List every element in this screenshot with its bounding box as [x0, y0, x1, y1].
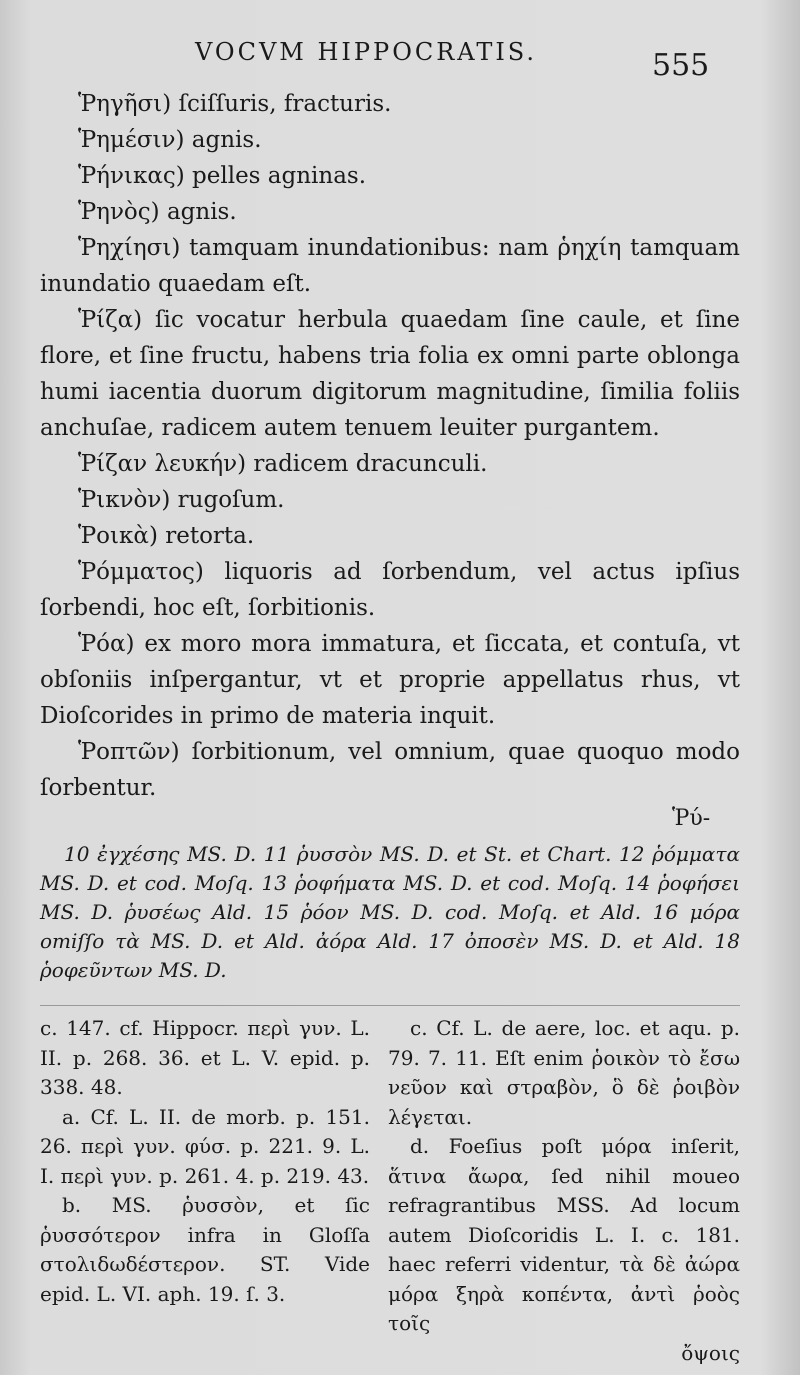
entry-rhiza: Ῥίζα) ſic vocatur herbula quaedam ſine caule, et ſine flore, et ſine fructu, habens tria folia ex omni parte oblonga humi iacentia duorum digitorum magnitudine, ſimilia foliis anchuſae, radicem autem tenuem leuiter purgantem. — [40, 307, 740, 441]
commentary-note-c: c. Cf. L. de aere, loc. et aqu. p. 79. 7. 11. Eſt enim ῥοικὸν τὸ ἔσω νεῦον καὶ στραβὸν, ὃ δὲ ῥοιβὸν λέγεται. — [388, 1016, 740, 1129]
commentary-left-column — [40, 1014, 370, 1309]
entry-rhizan-leuken: Ῥίζαν λευκήν) radicem dracunculi. — [78, 451, 488, 477]
entry-rhommatos: Ῥόμματος) liquoris ad ſorbendum, vel actus ipſius ſorbendi, hoc eſt, ſorbitionis. — [40, 559, 740, 621]
commentary-note-a: a. Cf. L. II. de morb. p. 151. 26. περὶ γυν. φύσ. p. 221. 9. L. I. περὶ γυν. p. 261. 4. p. 219. 43. — [40, 1104, 370, 1188]
entry-rhoa: Ῥόα) ex moro mora immatura, et ſiccata, et contuſa, vt obſoniis inſpergantur, vt et proprie appellatus rhus, vt Dioſcorides in primo de materia inquit. — [40, 631, 740, 729]
running-header: VOCVM HIPPOCRATIS. — [195, 38, 538, 66]
entry-rhoika: Ῥοικὰ) retorta. — [78, 523, 255, 549]
catchword: Ῥύ- — [672, 806, 711, 831]
footnote-text: 10 ἐγχέσης MS. D. 11 ῥυσσὸν MS. D. et St. et Chart. 12 ῥόμματα MS. D. et cod. Moſq. 13 ῥοφήματα MS. D. et cod. Moſq. 14 ῥοφήσει MS. D. ῥυσέως Ald. 15 ῥόον MS. D. cod. Moſq. et Ald. 16 μόρα omiſſo τὰ MS. D. et Ald. ἀόρα Ald. 17 ὀποσὲν MS. D. et Ald. 18 ῥοφεῦντων MS. D. — [40, 842, 740, 982]
commentary-right-column — [388, 1014, 740, 1368]
page-number: 555 — [652, 48, 710, 83]
commentary-note-b: b. MS. ῥυσσὸν, et ſic ῥυσσότερον infra in Gloſſa στολιδωδέστερον. ST. Vide epid. L. VI. aph. 19. ſ. 3. — [40, 1193, 370, 1306]
entry-rhenos: Ῥηνὸς) agnis. — [78, 199, 237, 225]
entry-rhegesi: Ῥηγῆσι) ſciſſuris, fracturis. — [78, 91, 392, 117]
footnotes — [40, 840, 740, 985]
commentary-catchword: ὄψοις — [681, 1340, 740, 1365]
divider-rule — [40, 1005, 740, 1006]
entry-rhiknon: Ῥικνὸν) rugoſum. — [78, 487, 285, 513]
entry-rhopton: Ῥοπτῶν) ſorbitionum, vel omnium, quae quoquo modo ſorbentur. — [40, 739, 740, 801]
entry-rhemesin: Ῥημέσιν) agnis. — [78, 127, 262, 153]
commentary-note-c147: c. 147. cf. Hippocr. περὶ γυν. L. II. p. 268. 36. et L. V. epid. p. 338. 48. — [40, 1016, 370, 1099]
entry-rhechiesi: Ῥηχίησι) tamquam inundationibus: nam ῥηχίη tamquam inundatio quaedam eſt. — [40, 235, 740, 297]
commentary-note-d: d. Foeſius poſt μόρα inſerit, ἅτινα ἄωρα, ſed nihil moueo refragrantibus MSS. Ad locum autem Dioſcoridis L. I. c. 181. haec referri videntur, τὰ δὲ ἀώρα μόρα ξηρὰ κοπέντα, ἀντὶ ῥοὸς τοῖς — [388, 1134, 740, 1335]
entry-rhenikas: Ῥήνικας) pelles agninas. — [78, 163, 367, 189]
glossary-entries — [40, 86, 740, 806]
